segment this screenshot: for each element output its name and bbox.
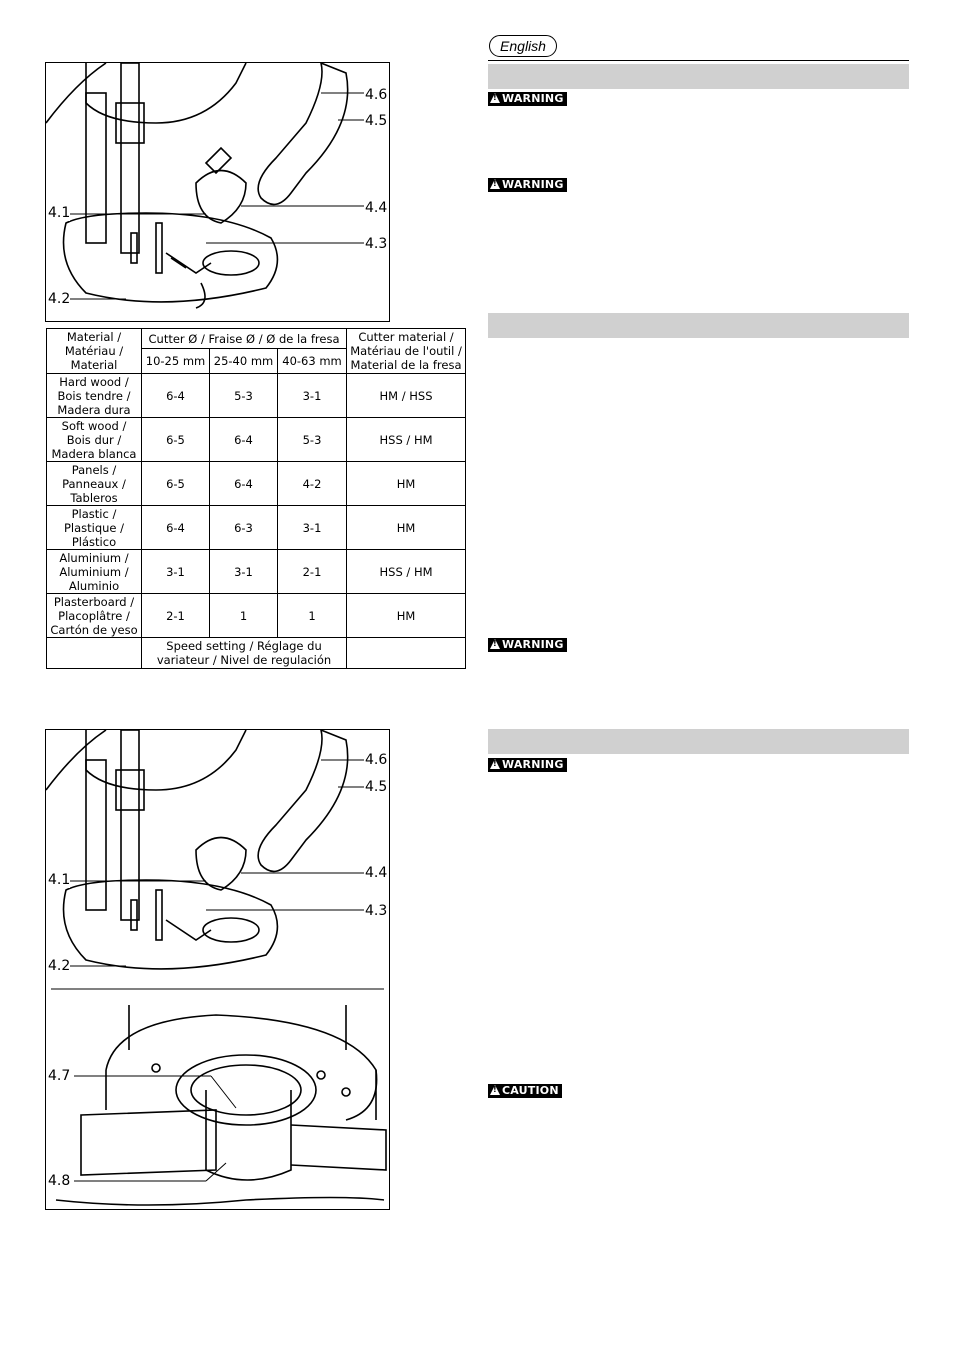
footer-empty-cell: [347, 638, 466, 669]
callout-4-4: 4.4: [365, 200, 388, 216]
warning-badge: !WARNING: [488, 638, 567, 652]
language-badge: English: [489, 35, 557, 57]
diameter-range: 25-40 mm: [210, 349, 278, 374]
warning-triangle-icon: [490, 759, 500, 769]
callout-4-7: 4.7: [48, 1068, 71, 1084]
header-cutter-material: Cutter material / Matériau de l'outil / Material de la fresa: [347, 329, 466, 374]
section-heading-bar: [488, 64, 909, 89]
speed-cell: 6-4: [142, 506, 210, 550]
speed-cell: 4-2: [278, 462, 347, 506]
speed-cell: 1: [278, 594, 347, 638]
cutter-material-cell: HM: [347, 462, 466, 506]
cutter-material-cell: HM: [347, 506, 466, 550]
speed-cell: 1: [210, 594, 278, 638]
table-row: [47, 594, 466, 638]
footer-empty-cell: [47, 638, 142, 669]
speed-cell: 6-3: [210, 506, 278, 550]
router-illustration-bottom: [45, 729, 390, 1210]
callout-4-2: 4.2: [48, 291, 71, 307]
table-row: [47, 374, 466, 418]
speed-cell: 3-1: [278, 506, 347, 550]
callout-4-5: 4.5: [365, 779, 388, 795]
material-cell: Soft wood / Bois dur / Madera blanca: [47, 418, 142, 462]
callout-4-4: 4.4: [365, 865, 388, 881]
speed-cell: 6-4: [142, 374, 210, 418]
speed-cell: 2-1: [278, 550, 347, 594]
callout-4-5: 4.5: [365, 113, 388, 129]
table-row: [47, 418, 466, 462]
section-heading-bar: [488, 313, 909, 338]
callout-4-2: 4.2: [48, 958, 71, 974]
warning-triangle-icon: [490, 179, 500, 189]
material-cell: Hard wood / Bois tendre / Madera dura: [47, 374, 142, 418]
cutter-material-cell: HM: [347, 594, 466, 638]
header-material: Material / Matériau / Material: [47, 329, 142, 374]
diameter-range: 10-25 mm: [142, 349, 210, 374]
warning-triangle-icon: [490, 93, 500, 103]
callout-4-3: 4.3: [365, 236, 388, 252]
router-drawing-top: [46, 63, 389, 321]
warning-badge: !WARNING: [488, 178, 567, 192]
material-cell: Plasterboard / Placoplâtre / Cartón de yeso: [47, 594, 142, 638]
speed-setting-footer: Speed setting / Réglage du variateur / Nivel de regulación: [142, 638, 347, 669]
warning-badge: !WARNING: [488, 92, 567, 106]
speed-cell: 3-1: [210, 550, 278, 594]
section-heading-bar: [488, 729, 909, 754]
callout-4-3: 4.3: [365, 903, 388, 919]
speed-cell: 6-5: [142, 418, 210, 462]
header-cutter-diameter: Cutter Ø / Fraise Ø / Ø de la fresa: [142, 329, 347, 349]
cutter-material-cell: HSS / HM: [347, 550, 466, 594]
cutter-material-cell: HSS / HM: [347, 418, 466, 462]
speed-cell: 6-4: [210, 462, 278, 506]
speed-cell: 5-3: [278, 418, 347, 462]
router-drawing-bottom: [46, 730, 389, 1209]
router-illustration-top: [45, 62, 390, 322]
warning-triangle-icon: [490, 639, 500, 649]
speed-cell: 3-1: [142, 550, 210, 594]
speed-cell: 3-1: [278, 374, 347, 418]
diameter-range: 40-63 mm: [278, 349, 347, 374]
callout-4-8: 4.8: [48, 1173, 71, 1189]
callout-4-6: 4.6: [365, 752, 388, 768]
material-cell: Panels / Panneaux / Tableros: [47, 462, 142, 506]
speed-cell: 6-5: [142, 462, 210, 506]
header-rule: [488, 60, 909, 61]
material-cell: Aluminium / Aluminium / Aluminio: [47, 550, 142, 594]
table-row: [47, 462, 466, 506]
callout-4-1: 4.1: [48, 872, 71, 888]
speed-setting-table: [46, 328, 466, 669]
caution-badge: !CAUTION: [488, 1084, 562, 1098]
callout-4-6: 4.6: [365, 87, 388, 103]
callout-4-1: 4.1: [48, 205, 71, 221]
speed-cell: 6-4: [210, 418, 278, 462]
cutter-material-cell: HM / HSS: [347, 374, 466, 418]
table-row: [47, 550, 466, 594]
material-cell: Plastic / Plastique / Plástico: [47, 506, 142, 550]
speed-cell: 2-1: [142, 594, 210, 638]
warning-badge: !WARNING: [488, 758, 567, 772]
table-row: [47, 506, 466, 550]
caution-triangle-icon: [490, 1085, 500, 1095]
speed-cell: 5-3: [210, 374, 278, 418]
